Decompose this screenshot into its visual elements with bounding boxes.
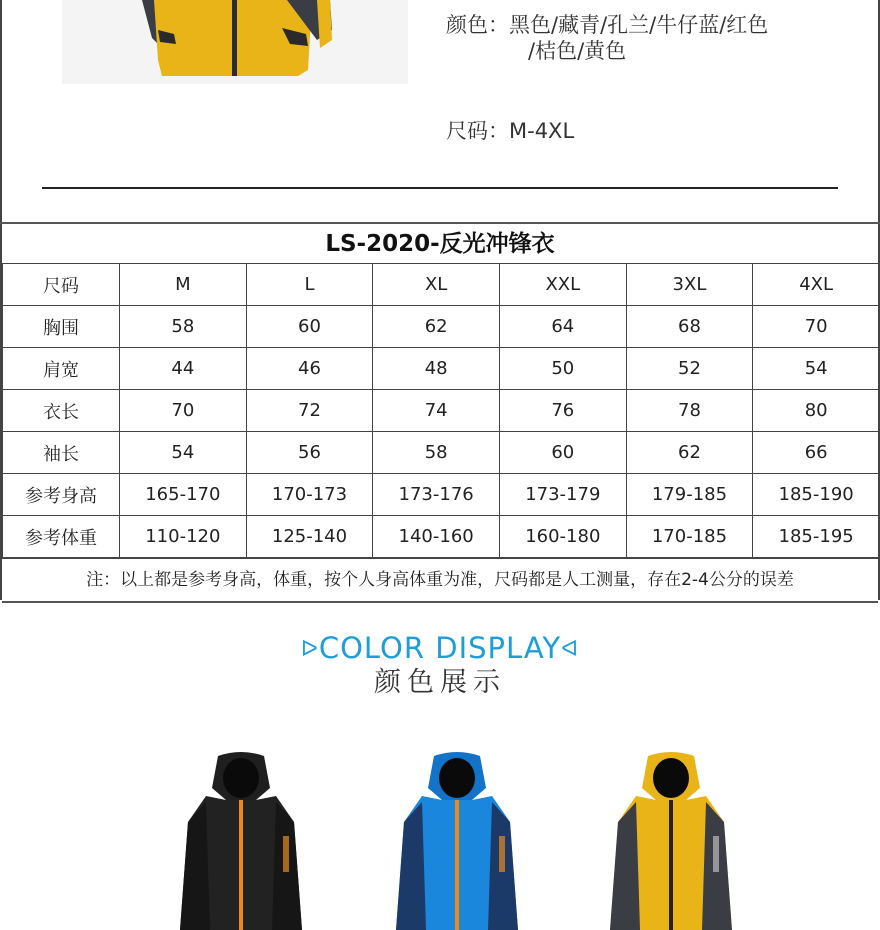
table-cell: 68 xyxy=(626,306,753,348)
yellow-jacket-image-top xyxy=(62,0,408,84)
table-header-cell: XXL xyxy=(499,264,626,306)
table-cell: 76 xyxy=(499,390,626,432)
color-display-title-text: COLOR DISPLAY xyxy=(318,631,562,665)
color-values-line1: 黑色/藏青/孔兰/牛仔蓝/红色 xyxy=(509,13,769,37)
table-cell: 185-190 xyxy=(753,474,880,516)
table-cell: 170-173 xyxy=(246,474,373,516)
table-cell: 70 xyxy=(753,306,880,348)
table-cell: 54 xyxy=(120,432,247,474)
table-cell: 62 xyxy=(373,306,500,348)
color-display-title xyxy=(0,630,880,668)
size-table xyxy=(2,263,880,558)
table-cell: 54 xyxy=(753,348,880,390)
table-cell: 66 xyxy=(753,432,880,474)
color-display-subtitle: 颜色展示 xyxy=(374,667,506,698)
blue-jacket-image xyxy=(392,752,522,930)
yellow-jacket-image xyxy=(606,752,736,930)
table-row xyxy=(3,306,880,348)
table-cell: 参考体重 xyxy=(3,516,120,558)
table-header-cell: XL xyxy=(373,264,500,306)
table-row xyxy=(3,516,880,558)
color-label: 颜色： xyxy=(446,13,509,37)
table-cell: 78 xyxy=(626,390,753,432)
size-spec xyxy=(446,118,574,144)
table-cell: 140-160 xyxy=(373,516,500,558)
table-header-cell: 4XL xyxy=(753,264,880,306)
table-header-cell: 尺码 xyxy=(3,264,120,306)
spec-section xyxy=(0,0,880,222)
size-value: M-4XL xyxy=(509,119,575,143)
table-cell: 48 xyxy=(373,348,500,390)
spec-divider xyxy=(42,187,838,189)
table-row xyxy=(3,348,880,390)
table-header-cell: 3XL xyxy=(626,264,753,306)
table-cell: 62 xyxy=(626,432,753,474)
table-cell: 160-180 xyxy=(499,516,626,558)
table-row xyxy=(3,390,880,432)
table-title: LS-2020-反光冲锋衣 xyxy=(325,231,555,257)
table-cell: 胸围 xyxy=(3,306,120,348)
table-cell: 袖长 xyxy=(3,432,120,474)
table-cell: 165-170 xyxy=(120,474,247,516)
table-cell: 52 xyxy=(626,348,753,390)
table-cell: 74 xyxy=(373,390,500,432)
table-cell: 72 xyxy=(246,390,373,432)
table-cell: 56 xyxy=(246,432,373,474)
table-cell: 110-120 xyxy=(120,516,247,558)
table-row xyxy=(3,474,880,516)
table-cell: 125-140 xyxy=(246,516,373,558)
table-cell: 肩宽 xyxy=(3,348,120,390)
color-spec xyxy=(446,12,856,64)
table-cell: 50 xyxy=(499,348,626,390)
table-cell: 170-185 xyxy=(626,516,753,558)
table-header-cell: M xyxy=(120,264,247,306)
color-values-line2: /桔色/黄色 xyxy=(528,39,627,63)
table-cell: 173-179 xyxy=(499,474,626,516)
table-cell: 44 xyxy=(120,348,247,390)
table-cell: 60 xyxy=(499,432,626,474)
table-header-row xyxy=(3,264,880,306)
table-cell: 46 xyxy=(246,348,373,390)
table-cell: 60 xyxy=(246,306,373,348)
table-cell: 参考身高 xyxy=(3,474,120,516)
table-cell: 70 xyxy=(120,390,247,432)
table-cell: 185-195 xyxy=(753,516,880,558)
table-cell: 80 xyxy=(753,390,880,432)
black-jacket-image xyxy=(176,752,306,930)
table-header-cell: L xyxy=(246,264,373,306)
table-cell: 173-176 xyxy=(373,474,500,516)
measurement-note: 注：以上都是参考身高，体重，按个人身高体重为准，尺码都是人工测量，存在2-4公分的误差 xyxy=(2,558,878,603)
table-cell: 58 xyxy=(373,432,500,474)
triangle-right-icon: ᐊ xyxy=(561,637,580,662)
section-divider xyxy=(0,222,880,224)
table-row xyxy=(3,432,880,474)
table-cell: 64 xyxy=(499,306,626,348)
table-cell: 58 xyxy=(120,306,247,348)
size-label: 尺码： xyxy=(446,119,509,143)
table-cell: 衣长 xyxy=(3,390,120,432)
table-cell: 179-185 xyxy=(626,474,753,516)
triangle-left-icon: ᐅ xyxy=(300,637,319,662)
